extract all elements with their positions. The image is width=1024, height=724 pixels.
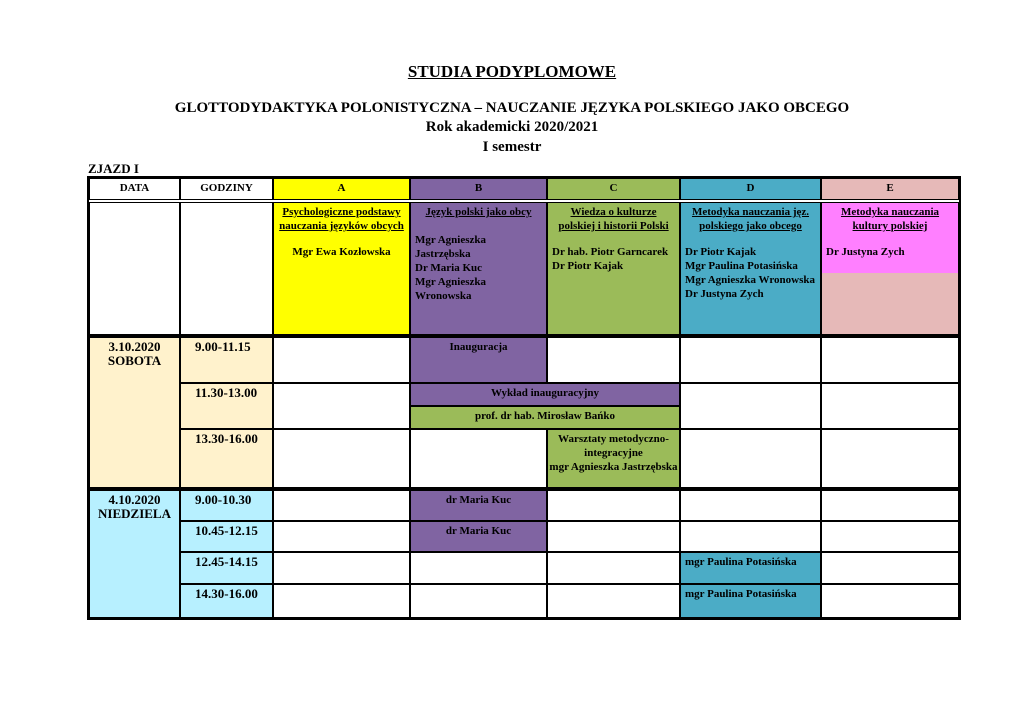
module-d [680, 202, 821, 335]
day2-weekday: NIEDZIELA [98, 506, 171, 521]
module-d-title: Metodyka nauczania jęz. polskiego jako obcego [691, 206, 809, 232]
day1-r3-b [410, 429, 547, 488]
day2-r2-c [547, 521, 680, 552]
day2-r3-a [273, 552, 410, 584]
header-col-d: D [680, 178, 821, 200]
day2-slot-1: 9.00-10.30 [180, 490, 273, 521]
header-col-b: B [410, 178, 547, 200]
day2-r3-c [547, 552, 680, 584]
day1-date: 3.10.2020 [108, 339, 161, 354]
module-d-lecturers: Dr Piotr Kajak Mgr Paulina Potasińska Mgr Agnieszka Wronowska Dr Justyna Zych [685, 246, 815, 300]
semester: I semestr [482, 139, 542, 155]
session-label: ZJAZD I [88, 161, 139, 176]
module-a-title: Psychologiczne podstawy nauczania języków obcych [279, 206, 404, 232]
module-b-title: Język polski jako obcy [425, 206, 532, 218]
header-hours: GODZINY [180, 178, 273, 200]
day2-r2-d [680, 521, 821, 552]
day2-r2-a [273, 521, 410, 552]
academic-year: Rok akademicki 2020/2021 [425, 119, 599, 135]
day1-slot-3: 13.30-16.00 [180, 429, 273, 488]
day1-r2-d [680, 383, 821, 429]
day1-r1-e [821, 337, 959, 383]
module-c-title: Wiedza o kulturze polskiej i historii Polski [558, 206, 669, 232]
day1-r2-a [273, 383, 410, 429]
day2-r1-e [821, 490, 959, 521]
day1-r3-a [273, 429, 410, 488]
day2-slot-2: 10.45-12.15 [180, 521, 273, 552]
day2-d4: mgr Paulina Potasińska [680, 584, 821, 618]
day2-r3-e [821, 552, 959, 584]
program-title: GLOTTODYDAKTYKA POLONISTYCZNA – NAUCZANIE JĘZYKA POLSKIEGO JAKO OBCEGO [174, 100, 850, 116]
day2-r4-b [410, 584, 547, 618]
module-a-lecturers: Mgr Ewa Kozłowska [292, 246, 391, 258]
day2-slot-3: 12.45-14.15 [180, 552, 273, 584]
day2-r2-e [821, 521, 959, 552]
module-e-title: Metodyka nauczania kultury polskiej [840, 206, 940, 232]
header-col-e: E [821, 178, 959, 200]
day1-workshop-title: Warsztaty metodyczno-integracyjne [558, 433, 669, 459]
day2-r1-c [547, 490, 680, 521]
module-c [547, 202, 680, 335]
module-b-lecturers: Mgr Agnieszka Jastrzębska Dr Maria Kuc Mgr Agnieszka Wronowska [415, 234, 486, 302]
module-b [410, 202, 547, 335]
day2-date-cell [89, 490, 180, 618]
day2-d3: mgr Paulina Potasińska [680, 552, 821, 584]
day1-inauguration: Inauguracja [410, 337, 547, 383]
module-c-lecturers: Dr hab. Piotr Garncarek Dr Piotr Kajak [552, 246, 669, 272]
day1-slot-1: 9.00-11.15 [180, 337, 273, 383]
day2-r1-a [273, 490, 410, 521]
day2-b1: dr Maria Kuc [410, 490, 547, 521]
header-col-c: C [547, 178, 680, 200]
day2-r4-e [821, 584, 959, 618]
day1-workshop-lead: mgr Agnieszka Jastrzębska [549, 461, 678, 473]
module-e-box [822, 203, 958, 273]
day2-r4-c [547, 584, 680, 618]
day2-b2: dr Maria Kuc [410, 521, 547, 552]
day2-r4-a [273, 584, 410, 618]
day1-workshop [547, 429, 680, 488]
day1-r3-e [821, 429, 959, 488]
day1-slot-2: 11.30-13.00 [180, 383, 273, 429]
module-e [821, 202, 959, 335]
day1-date-cell [89, 337, 180, 488]
day2-slot-4: 14.30-16.00 [180, 584, 273, 618]
day1-weekday: SOBOTA [107, 353, 162, 368]
day1-r2-e [821, 383, 959, 429]
header-date: DATA [89, 178, 180, 200]
day2-r1-d [680, 490, 821, 521]
module-e-lecturers: Dr Justyna Zych [826, 246, 905, 258]
module-date-empty [89, 202, 180, 335]
page-title: STUDIA PODYPLOMOWE [407, 62, 617, 81]
module-a [273, 202, 410, 335]
day1-r1-a [273, 337, 410, 383]
day1-lecturer: prof. dr hab. Mirosław Bańko [410, 406, 680, 429]
module-hours-empty [180, 202, 273, 335]
day1-r1-d [680, 337, 821, 383]
day2-r3-b [410, 552, 547, 584]
header-col-a: A [273, 178, 410, 200]
day1-lecture: Wykład inauguracyjny [410, 383, 680, 406]
day1-r1-c [547, 337, 680, 383]
day2-date: 4.10.2020 [108, 492, 161, 507]
day1-r3-d [680, 429, 821, 488]
